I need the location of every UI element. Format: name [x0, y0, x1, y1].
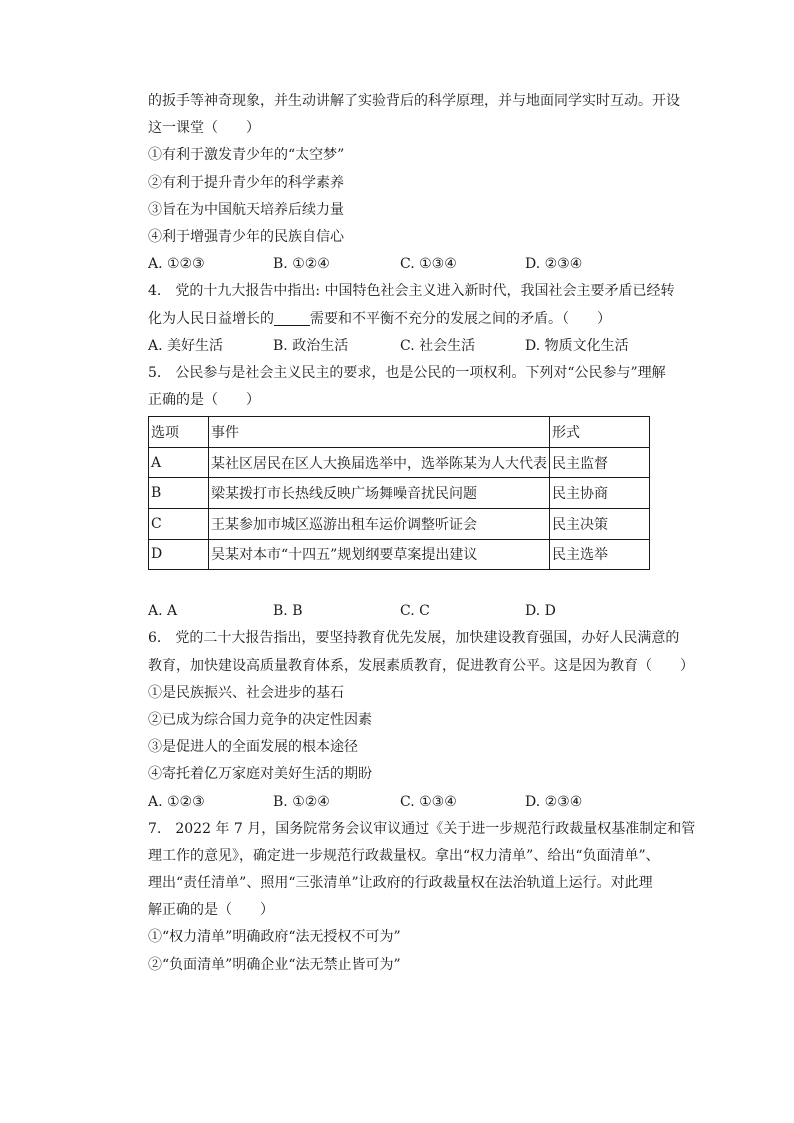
question-text-line: 教育，加快建设高质量教育体系，发展素质教育，促进教育公平。这是因为教育（ ） — [148, 657, 694, 674]
answer-options — [148, 333, 668, 360]
table-cell: C — [149, 509, 209, 540]
option-b: B. ①②④ — [273, 793, 330, 810]
option-a: A. ①②③ — [148, 256, 205, 273]
question-text-line: 正确的是（ ） — [148, 392, 260, 409]
choice-table — [148, 416, 650, 570]
option-a: A. A — [148, 603, 178, 620]
option-b: B. ①②④ — [273, 256, 330, 273]
option-b: B. B — [273, 603, 303, 620]
table-row — [149, 447, 650, 478]
table-row — [149, 509, 650, 540]
option-d: D. 物质文化生活 — [525, 337, 629, 354]
option-d: D. D — [525, 603, 556, 620]
statement: ②已成为综合国力竞争的决定性因素 — [148, 711, 372, 728]
statement: ①“权力清单”明确政府“法无授权不可为” — [148, 929, 401, 946]
table-header-row — [149, 417, 650, 448]
question-text-line: 的扳手等神奇现象，并生动讲解了实验背后的科学原理，并与地面同学实时互动。开设 — [148, 93, 680, 109]
statement: ④利于增强青少年的民族自信心 — [148, 228, 344, 245]
table-row — [149, 478, 650, 509]
option-a: A. 美好生活 — [148, 337, 224, 354]
option-b: B. 政治生活 — [273, 337, 349, 354]
answer-options — [148, 251, 668, 278]
table-header-cell: 事件 — [209, 417, 550, 448]
question-text-line: 6. 党的二十大报告指出，要坚持教育优先发展，加快建设教育强国，办好人民满意的 — [148, 630, 680, 647]
statement: ③旨在为中国航天培养后续力量 — [148, 201, 344, 218]
table-cell: 梁某拨打市长热线反映广场舞噪音扰民问题 — [209, 478, 550, 509]
table-cell: 民主监督 — [550, 447, 650, 478]
answer-options — [148, 598, 668, 625]
table-cell: 王某参加市城区巡游出租车运价调整听证会 — [209, 509, 550, 540]
table-cell: A — [149, 447, 209, 478]
table-row — [149, 539, 650, 570]
table-cell: 民主协商 — [550, 478, 650, 509]
question-5 — [148, 360, 668, 626]
question-7 — [148, 816, 696, 979]
statement: ④寄托着亿万家庭对美好生活的期盼 — [148, 766, 372, 783]
question-text-line: 这一课堂（ ） — [148, 120, 260, 137]
question-text-fragment: 需要和不平衡不充分的发展之间的矛盾。（ ） — [310, 310, 611, 327]
table-header-cell: 形式 — [550, 417, 650, 448]
exam-page — [148, 88, 696, 979]
table-cell: 吴某对本市“十四五”规划纲要草案提出建议 — [209, 539, 550, 570]
statement: ②有利于提升青少年的科学素养 — [148, 174, 344, 191]
option-d: D. ②③④ — [525, 793, 583, 810]
question-text-line: 理出“责任清单”、照用“三张清单”让政府的行政裁量权在法治轨道上运行。对此理 — [148, 875, 653, 892]
question-text-line: 解正确的是（ ） — [148, 902, 274, 919]
table-header-cell: 选项 — [149, 417, 209, 448]
option-c: C. 社会生活 — [400, 337, 476, 354]
spacer — [148, 570, 668, 598]
question-text-line: 7. 2022 年 7 月，国务院常务会议审议通过《关于进一步规范行政裁量权基准制定和管 — [148, 820, 696, 837]
table-cell: 民主选举 — [550, 539, 650, 570]
option-c: C. ①③④ — [400, 256, 457, 273]
fill-in-blank — [274, 309, 310, 326]
statement: ②“负面清单”明确企业“法无禁止皆可为” — [148, 956, 401, 973]
table-cell: B — [149, 478, 209, 509]
option-a: A. ①②③ — [148, 793, 205, 810]
statement: ①是民族振兴、社会进步的基石 — [148, 684, 344, 701]
table-cell: 某社区居民在区人大换届选举中，选举陈某为人大代表 — [209, 447, 550, 478]
question-3 — [148, 88, 680, 278]
question-text-line: 5. 公民参与是社会主义民主的要求，也是公民的一项权利。下列对“公民参与”理解 — [148, 364, 666, 381]
answer-options — [148, 789, 668, 816]
table-cell: D — [149, 539, 209, 570]
question-text-line: 理工作的意见》，确定进一步规范行政裁量权。拿出“权力清单”、给出“负面清单”、 — [148, 847, 660, 864]
question-text-line: 4. 党的十九大报告中指出: 中国特色社会主义进入新时代，我国社会主要矛盾已经转 — [148, 283, 675, 300]
statement: ③是促进人的全面发展的根本途径 — [148, 739, 358, 756]
question-4 — [148, 278, 675, 360]
option-c: C. C — [400, 603, 430, 620]
option-d: D. ②③④ — [525, 256, 583, 273]
option-c: C. ①③④ — [400, 793, 457, 810]
question-text-fragment: 化为人民日益增长的 — [148, 310, 274, 327]
question-6 — [148, 625, 694, 815]
statement: ①有利于激发青少年的“太空梦” — [148, 147, 345, 164]
table-cell: 民主决策 — [550, 509, 650, 540]
question-text-line — [148, 306, 668, 333]
